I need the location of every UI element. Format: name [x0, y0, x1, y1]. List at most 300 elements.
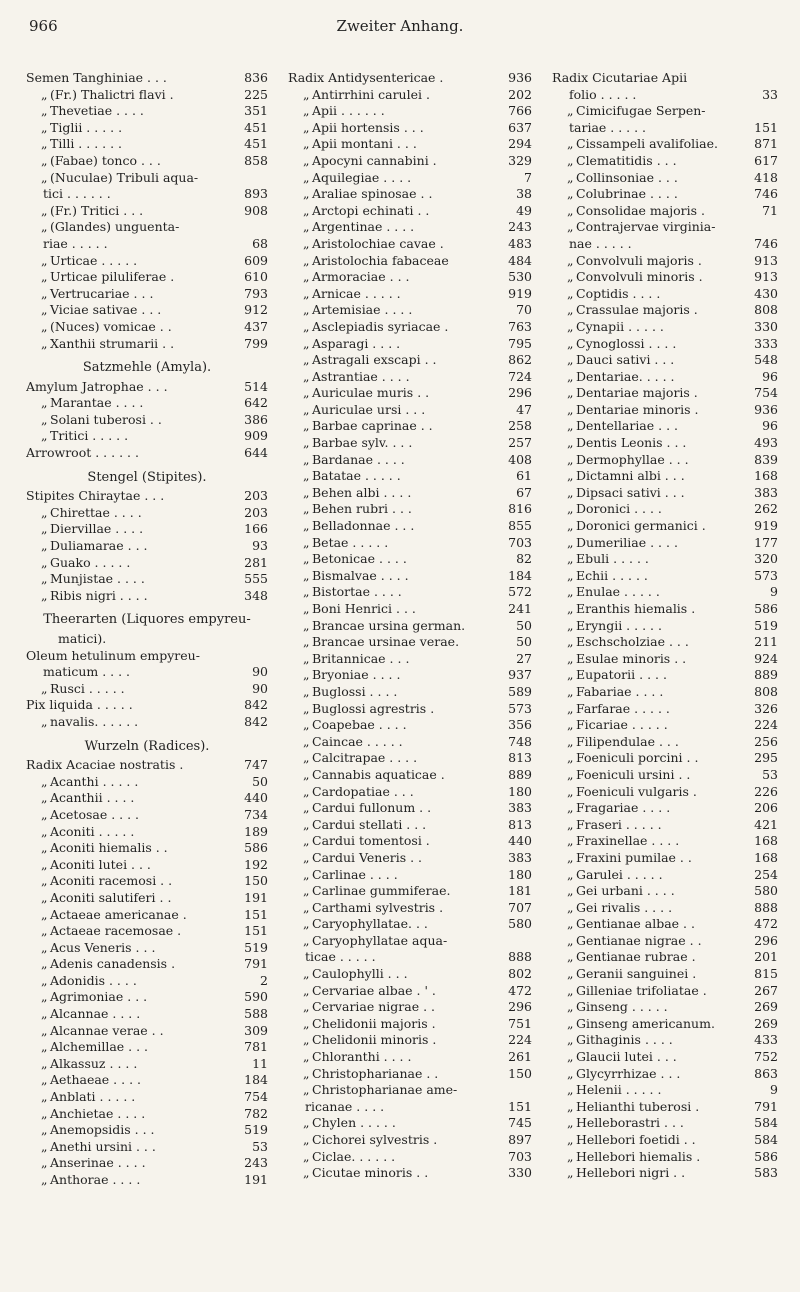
entry-page-number: 257 — [508, 435, 532, 451]
index-entry — [552, 485, 778, 502]
entry-name — [288, 369, 506, 386]
index-entry — [288, 1032, 532, 1049]
ditto-mark: „ — [567, 152, 574, 168]
index-entry — [552, 684, 778, 701]
ditto-mark: „ — [303, 401, 310, 417]
entry-text: Calcitrapae . . . . — [312, 750, 418, 766]
entry-text: Dentariae. . . . . — [576, 368, 675, 384]
entry-text: Brancae ursina german. — [312, 617, 466, 633]
entry-page-number: 754 — [754, 385, 778, 401]
entry-text: Aconiti . . . . . — [50, 823, 135, 839]
entry-name — [288, 70, 506, 87]
entry-name — [552, 219, 778, 236]
entry-page-number: 493 — [754, 435, 778, 451]
entry-text: Gei urbani . . . . — [576, 883, 675, 899]
entry-name — [26, 488, 242, 505]
entry-name — [26, 774, 242, 791]
entry-text: Enulae . . . . . — [576, 584, 660, 600]
entry-name — [288, 253, 506, 270]
entry-text: Fraxinellae . . . . — [576, 833, 680, 849]
ditto-mark: „ — [41, 1122, 48, 1138]
index-entry — [288, 618, 532, 635]
ditto-mark: „ — [303, 982, 310, 998]
entry-name — [26, 840, 242, 857]
entry-page-number: 168 — [754, 833, 778, 849]
ditto-mark: „ — [303, 534, 310, 550]
index-column-1 — [26, 70, 268, 1189]
entry-name — [288, 949, 506, 966]
entry-name — [288, 302, 506, 319]
entry-name — [288, 883, 506, 900]
index-entry — [288, 120, 532, 137]
index-entry — [552, 916, 778, 933]
entry-text: matici). — [58, 631, 107, 646]
entry-name — [288, 850, 506, 867]
entry-text: Coptidis . . . . — [576, 285, 661, 301]
entry-page-number: 836 — [244, 70, 268, 85]
entry-name — [288, 734, 506, 751]
entry-page-number: 908 — [244, 202, 268, 218]
entry-page-number: 421 — [754, 816, 778, 832]
ditto-mark: „ — [41, 806, 48, 822]
entry-page-number: 294 — [508, 136, 532, 152]
entry-text: Behen albi . . . . — [312, 484, 412, 500]
entry-text: Eupatorii . . . . — [576, 667, 667, 683]
entry-text: Foeniculi ursini . . — [576, 766, 691, 782]
entry-text: Behen rubri . . . — [312, 501, 412, 517]
index-entry — [288, 784, 532, 801]
entry-name — [288, 170, 506, 187]
entry-text: Astragali exscapi . . — [312, 352, 437, 368]
entry-name — [26, 505, 242, 522]
entry-name — [26, 336, 242, 353]
entry-text: Barbae caprinae . . — [312, 418, 433, 434]
entry-name — [288, 767, 506, 784]
ditto-mark: „ — [303, 86, 310, 102]
entry-page-number: 383 — [508, 849, 532, 865]
entry-page-number: 808 — [754, 302, 778, 318]
index-entry — [288, 701, 532, 718]
entry-name — [288, 535, 506, 552]
entry-text: Cardopatiae . . . — [312, 783, 414, 799]
entry-name — [288, 1149, 506, 1166]
entry-page-number: 150 — [244, 873, 268, 889]
index-entry — [552, 418, 778, 435]
entry-page-number: 617 — [754, 152, 778, 168]
index-entry — [26, 236, 268, 253]
entry-page-number: 863 — [754, 1065, 778, 1081]
ditto-mark: „ — [567, 451, 574, 467]
entry-text: Contrajervae virginia- — [576, 219, 716, 235]
entry-page-number: 548 — [754, 352, 778, 368]
entry-text: Amylum Jatrophae . . . — [26, 378, 168, 394]
entry-page-number: 258 — [508, 418, 532, 434]
ditto-mark: „ — [567, 1082, 574, 1098]
entry-text: Chylen . . . . . — [312, 1115, 396, 1131]
index-entry — [552, 1165, 778, 1182]
index-entry — [288, 302, 532, 319]
entry-page-number: 151 — [244, 906, 268, 922]
index-entry — [552, 618, 778, 635]
entry-name — [26, 824, 242, 841]
entry-text: Hellebori nigri . . — [576, 1165, 686, 1181]
entry-page-number: 38 — [516, 186, 532, 202]
index-entry — [552, 883, 778, 900]
entry-text: Christopharianae ame- — [312, 1082, 458, 1098]
entry-page-number: 795 — [508, 335, 532, 351]
entry-text: Alcannae . . . . — [50, 1006, 141, 1022]
entry-name — [26, 103, 242, 120]
ditto-mark: „ — [303, 866, 310, 882]
entry-text: Glycyrrhizae . . . — [576, 1065, 681, 1081]
entry-page-number: 269 — [754, 999, 778, 1015]
ditto-mark: „ — [303, 899, 310, 915]
entry-text: Cissampeli avalifoliae. — [576, 136, 718, 152]
entry-text: Collinsoniae . . . — [576, 169, 678, 185]
index-entry — [552, 253, 778, 270]
index-entry — [26, 555, 268, 572]
entry-text: Bismalvae . . . . — [312, 567, 409, 583]
entry-page-number: 519 — [244, 1122, 268, 1138]
index-entry — [288, 999, 532, 1016]
entry-name — [552, 120, 752, 137]
entry-name — [26, 555, 242, 572]
ditto-mark: „ — [303, 1165, 310, 1181]
ditto-mark: „ — [567, 833, 574, 849]
entry-text: Garulei . . . . . — [576, 866, 663, 882]
entry-text: Fabariae . . . . — [576, 683, 664, 699]
entry-text: Aconiti salutiferi . . — [50, 889, 172, 905]
index-entry — [288, 1016, 532, 1033]
entry-name — [26, 286, 242, 303]
entry-page-number: 519 — [754, 617, 778, 633]
ditto-mark: „ — [567, 1165, 574, 1181]
entry-text: Vertrucariae . . . — [50, 285, 154, 301]
index-entry — [26, 824, 268, 841]
entry-page-number: 748 — [508, 733, 532, 749]
index-entry — [26, 120, 268, 137]
entry-name — [288, 219, 506, 236]
entry-text: navalis. . . . . . — [50, 713, 139, 729]
entry-name — [552, 833, 752, 850]
entry-page-number: 90 — [252, 680, 268, 696]
ditto-mark: „ — [41, 1089, 48, 1105]
ditto-mark: „ — [303, 883, 310, 899]
entry-name — [26, 973, 242, 990]
index-entry — [552, 203, 778, 220]
entry-name — [26, 203, 242, 220]
entry-text: Aconiti hiemalis . . — [50, 840, 168, 856]
entry-page-number: 919 — [754, 518, 778, 534]
entry-name — [288, 385, 506, 402]
entry-name — [26, 681, 242, 698]
entry-text: Dermophyllae . . . — [576, 451, 689, 467]
entry-page-number: 703 — [508, 534, 532, 550]
index-entry — [552, 1099, 778, 1116]
ditto-mark: „ — [567, 849, 574, 865]
ditto-mark: „ — [567, 1115, 574, 1131]
entry-name — [288, 120, 506, 137]
entry-name — [26, 412, 242, 429]
ditto-mark: „ — [303, 700, 310, 716]
index-entry — [26, 923, 268, 940]
index-entry — [552, 352, 778, 369]
entry-text: Urticae piluliferae . — [50, 269, 175, 285]
ditto-mark: „ — [567, 169, 574, 185]
entry-text: folio . . . . . — [569, 86, 637, 102]
ditto-mark: „ — [567, 982, 574, 998]
entry-text: Adenis canadensis . — [50, 956, 176, 972]
entry-name — [288, 402, 506, 419]
entry-page-number: 519 — [244, 939, 268, 955]
index-entry — [26, 857, 268, 874]
entry-text: Caincae . . . . . — [312, 733, 403, 749]
entry-text: Eschscholziae . . . — [576, 634, 689, 650]
ditto-mark: „ — [567, 667, 574, 683]
entry-text: tici . . . . . . — [43, 186, 111, 202]
index-entry — [288, 535, 532, 552]
index-entry — [288, 518, 532, 535]
entry-text: (Nuces) vomicae . . — [50, 318, 172, 334]
entry-text: Arrowroot . . . . . . — [26, 445, 139, 461]
index-entry — [552, 336, 778, 353]
index-entry — [288, 435, 532, 452]
entry-name — [26, 588, 242, 605]
ditto-mark: „ — [41, 103, 48, 119]
entry-page-number: 909 — [244, 428, 268, 444]
entry-text: Dictamni albi . . . — [576, 468, 685, 484]
entry-name — [552, 70, 778, 87]
ditto-mark: „ — [303, 152, 310, 168]
ditto-mark: „ — [303, 617, 310, 633]
ditto-mark: „ — [303, 335, 310, 351]
index-entry — [552, 501, 778, 518]
entry-page-number: 50 — [252, 773, 268, 789]
entry-text: Brancae ursinae verae. — [312, 634, 460, 650]
entry-page-number: 766 — [508, 103, 532, 119]
index-entry — [552, 385, 778, 402]
index-entry — [288, 651, 532, 668]
entry-text: Bryoniae . . . . — [312, 667, 401, 683]
entry-text: Anthorae . . . . — [50, 1172, 141, 1187]
entry-page-number: 589 — [508, 683, 532, 699]
entry-page-number: 383 — [508, 800, 532, 816]
ditto-mark: „ — [303, 368, 310, 384]
ditto-mark: „ — [303, 352, 310, 368]
index-entry — [26, 1106, 268, 1123]
ditto-mark: „ — [567, 103, 574, 119]
entry-text: Acetosae . . . . — [50, 806, 140, 822]
entry-text: maticum . . . . — [43, 664, 131, 680]
index-entry — [26, 940, 268, 957]
entry-name — [552, 634, 752, 651]
index-entry — [288, 186, 532, 203]
entry-text: (Fr.) Thalictri flavi . — [50, 86, 174, 102]
index-entry — [26, 428, 268, 445]
entry-page-number: 855 — [508, 518, 532, 534]
index-entry — [26, 840, 268, 857]
entry-page-number: 383 — [754, 484, 778, 500]
ditto-mark: „ — [41, 571, 48, 587]
index-column-3 — [552, 70, 778, 1182]
index-entry — [26, 538, 268, 555]
entry-text: Apii montani . . . — [312, 136, 417, 152]
entry-page-number: 351 — [244, 103, 268, 119]
index-entry — [288, 684, 532, 701]
entry-name — [552, 867, 752, 884]
index-entry — [552, 966, 778, 983]
index-entry — [288, 850, 532, 867]
entry-text: Antirrhini carulei . — [312, 86, 430, 102]
entry-page-number: 440 — [244, 790, 268, 806]
entry-text: Colubrinae . . . . — [576, 186, 678, 202]
entry-name — [288, 136, 506, 153]
ditto-mark: „ — [567, 435, 574, 451]
index-entry — [552, 286, 778, 303]
entry-page-number: 572 — [508, 584, 532, 600]
index-entry — [26, 1023, 268, 1040]
entry-text: Acus Veneris . . . — [50, 939, 156, 955]
ditto-mark: „ — [41, 302, 48, 318]
index-entry — [288, 352, 532, 369]
index-entry — [288, 1066, 532, 1083]
entry-text: Christopharianae . . — [312, 1065, 439, 1081]
index-entry — [288, 1115, 532, 1132]
entry-text: Stipites Chiraytae . . . — [26, 488, 165, 504]
index-entry — [552, 402, 778, 419]
entry-name — [552, 203, 752, 220]
entry-name — [26, 873, 242, 890]
index-entry — [26, 648, 268, 665]
ditto-mark: „ — [303, 1115, 310, 1131]
entry-page-number: 555 — [244, 571, 268, 587]
ditto-mark: „ — [41, 1072, 48, 1088]
entry-text: Dentellariae . . . — [576, 418, 679, 434]
index-entry — [288, 87, 532, 104]
ditto-mark: „ — [567, 634, 574, 650]
entry-name — [26, 87, 242, 104]
ditto-mark: „ — [567, 567, 574, 583]
entry-name — [552, 385, 752, 402]
entry-name — [552, 103, 778, 120]
entry-page-number: 386 — [244, 411, 268, 427]
ditto-mark: „ — [41, 1039, 48, 1055]
entry-page-number: 296 — [508, 999, 532, 1015]
ditto-mark: „ — [41, 538, 48, 554]
entry-page-number: 472 — [508, 982, 532, 998]
entry-text: Cervariae nigrae . . — [312, 999, 436, 1015]
entry-name — [26, 170, 268, 187]
index-entry — [288, 883, 532, 900]
index-entry — [26, 203, 268, 220]
entry-page-number: 320 — [754, 551, 778, 567]
entry-page-number: 7 — [524, 169, 532, 185]
ditto-mark: „ — [567, 202, 574, 218]
entry-name — [288, 153, 506, 170]
entry-page-number: 912 — [244, 302, 268, 318]
index-entry — [552, 933, 778, 950]
entry-text: Alkassuz . . . . — [50, 1055, 138, 1071]
entry-text: Marantae . . . . — [50, 395, 144, 411]
entry-name — [288, 684, 506, 701]
index-entry — [552, 1115, 778, 1132]
ditto-mark: „ — [567, 966, 574, 982]
entry-text: Tritici . . . . . — [50, 428, 129, 444]
ditto-mark: „ — [41, 554, 48, 570]
entry-page-number: 913 — [754, 269, 778, 285]
entry-text: Cimicifugae Serpen- — [576, 103, 706, 119]
ditto-mark: „ — [41, 773, 48, 789]
entry-text: Oleum hetulinum empyreu- — [26, 647, 200, 663]
index-entry — [26, 681, 268, 698]
entry-name — [288, 701, 506, 718]
entry-page-number: 754 — [244, 1089, 268, 1105]
index-entry — [552, 817, 778, 834]
index-entry — [26, 488, 268, 505]
ditto-mark: „ — [303, 1049, 310, 1065]
index-entry — [288, 734, 532, 751]
ditto-mark: „ — [567, 750, 574, 766]
entry-text: Caulophylli . . . — [312, 966, 408, 982]
entry-name — [26, 395, 242, 412]
entry-name — [288, 601, 506, 618]
entry-page-number: 348 — [244, 587, 268, 603]
ditto-mark: „ — [303, 733, 310, 749]
ditto-mark: „ — [567, 949, 574, 965]
ditto-mark: „ — [303, 418, 310, 434]
index-entry — [288, 867, 532, 884]
ditto-mark: „ — [41, 521, 48, 537]
entry-name — [26, 697, 242, 714]
entry-page-number: 96 — [762, 368, 778, 384]
ditto-mark: „ — [41, 318, 48, 334]
index-entry — [26, 1039, 268, 1056]
entry-name — [26, 1106, 242, 1123]
entry-name — [26, 1122, 242, 1139]
entry-name — [26, 648, 268, 665]
entry-page-number: 61 — [516, 468, 532, 484]
index-entry — [26, 136, 268, 153]
entry-name — [26, 631, 268, 648]
index-entry — [26, 571, 268, 588]
entry-page-number: 440 — [508, 833, 532, 849]
ditto-mark: „ — [567, 302, 574, 318]
entry-text: Belladonnae . . . — [312, 518, 415, 534]
running-title: Zweiter Anhang. — [336, 17, 464, 35]
entry-page-number: 451 — [244, 136, 268, 152]
entry-text: Auriculae muris . . — [312, 385, 430, 401]
ditto-mark: „ — [567, 418, 574, 434]
entry-page-number: 189 — [244, 823, 268, 839]
ditto-mark: „ — [303, 932, 310, 948]
index-entry — [552, 634, 778, 651]
index-entry — [26, 890, 268, 907]
ditto-mark: „ — [567, 318, 574, 334]
entry-text: Clematitidis . . . — [576, 152, 677, 168]
entry-page-number: 437 — [244, 318, 268, 334]
entry-text: Ebuli . . . . . — [576, 551, 649, 567]
index-entry — [552, 1032, 778, 1049]
entry-text: Helleborastri . . . — [576, 1115, 684, 1131]
entry-page-number: 203 — [244, 504, 268, 520]
index-entry — [552, 717, 778, 734]
entry-text: Caryophyllatae aqua- — [312, 932, 448, 948]
ditto-mark: „ — [41, 713, 48, 729]
entry-page-number: 224 — [754, 717, 778, 733]
index-entry — [288, 485, 532, 502]
entry-text: Radix Acaciae nostratis . — [26, 757, 184, 773]
entry-page-number: 53 — [762, 766, 778, 782]
